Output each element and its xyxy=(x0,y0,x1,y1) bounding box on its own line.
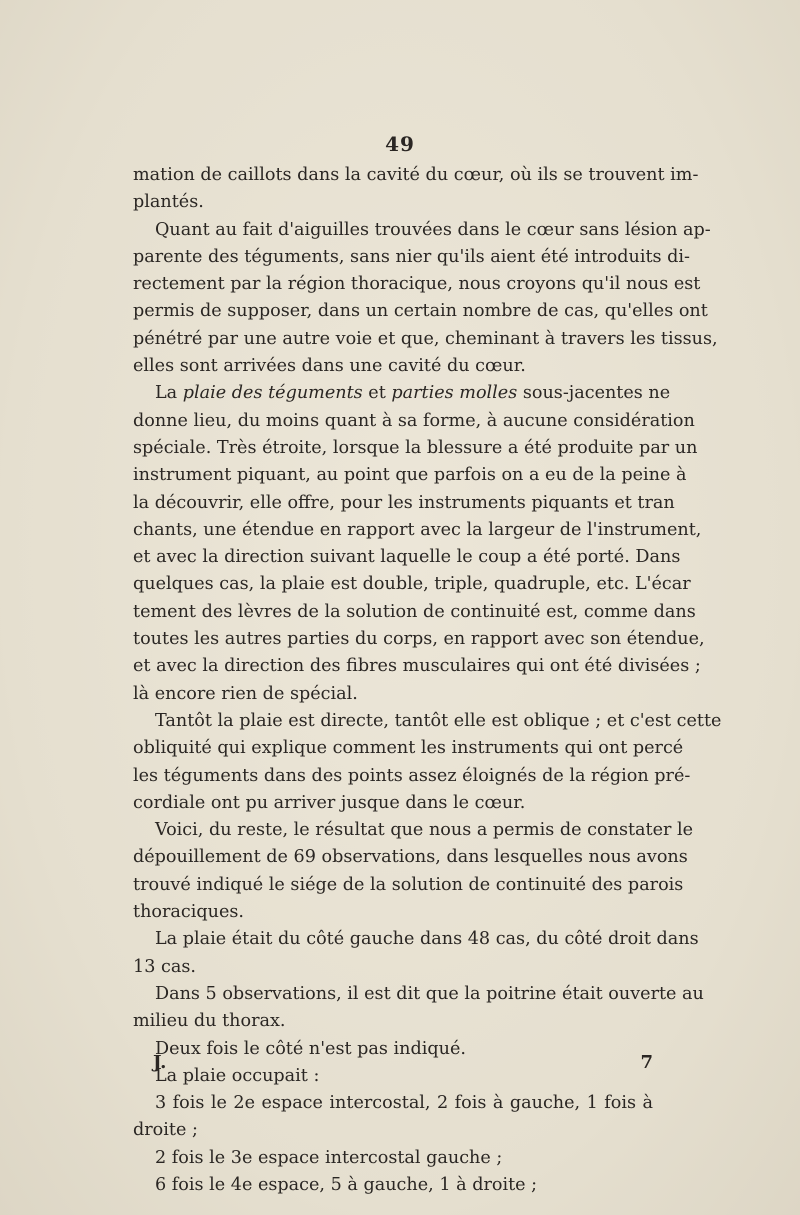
text-line: La plaie occupait : xyxy=(155,1065,320,1086)
text-fragment: sous-jacentes ne xyxy=(522,383,671,404)
text-line: et avec la direction des fibres musculaires qui ont été divisées ; xyxy=(133,656,701,677)
text-line-mixed xyxy=(133,380,671,407)
text-fragment: La xyxy=(155,383,178,404)
page-body-text xyxy=(133,162,722,1199)
italic-fragment: des téguments xyxy=(231,383,363,404)
text-line: là encore rien de spécial. xyxy=(133,683,358,704)
text-line: permis de supposer, dans un certain nombre de cas, qu'elles ont xyxy=(133,301,708,322)
text-line: et avec la direction suivant laquelle le coup a été porté. Dans xyxy=(133,547,681,568)
text-line: instrument piquant, au point que parfois on a eu de la peine à xyxy=(133,465,687,486)
text-line: Tantôt la plaie est directe, tantôt elle est oblique ; et c'est cette xyxy=(155,710,722,731)
text-line: La plaie était du côté gauche dans 48 cas, du côté droit dans xyxy=(155,929,699,950)
text-line: chants, une étendue en rapport avec la largeur de l'instrument, xyxy=(133,519,702,540)
text-line: Dans 5 observations, il est dit que la poitrine était ouverte au xyxy=(155,983,704,1004)
text-line: elles sont arrivées dans une cavité du cœur. xyxy=(133,356,526,377)
text-line: thoraciques. xyxy=(133,902,245,923)
text-line: la découvrir, elle offre, pour les instruments piquants et tran xyxy=(133,492,675,513)
text-line: donne lieu, du moins quant à sa forme, à aucune considération xyxy=(133,410,695,431)
text-line: trouvé indiqué le siége de la solution de continuité des parois xyxy=(133,874,684,895)
text-line: Quant au fait d'aiguilles trouvées dans le cœur sans lésion ap- xyxy=(155,219,711,240)
text-line: 13 cas. xyxy=(133,956,196,977)
text-line: pénétré par une autre voie et que, cheminant à travers les tissus, xyxy=(133,328,718,349)
text-line: les téguments dans des points assez éloignés de la région pré- xyxy=(133,765,691,786)
text-line: plantés. xyxy=(133,192,204,213)
page-number: 49 xyxy=(385,132,415,156)
text-line: mation de caillots dans la cavité du cœur, où ils se trouvent im- xyxy=(133,165,699,185)
text-line: tement des lèvres de la solution de continuité est, comme dans xyxy=(133,601,696,622)
signature-mark: J. xyxy=(153,1052,167,1073)
italic-fragment: plaie xyxy=(182,383,227,404)
text-line: spéciale. Très étroite, lorsque la blessure a été produite par un xyxy=(133,437,698,458)
text-line: toutes les autres parties du corps, en rapport avec son étendue, xyxy=(133,629,705,650)
text-line: dépouillement de 69 observations, dans lesquelles nous avons xyxy=(133,847,688,868)
text-fragment: et xyxy=(368,383,386,404)
text-line: 3 fois le 2e espace intercostal, 2 fois à gauche, 1 fois à xyxy=(155,1093,653,1114)
italic-term: parties molles xyxy=(391,383,518,404)
text-line: milieu du thorax. xyxy=(133,1011,286,1032)
italic-term xyxy=(183,383,363,403)
text-line: cordiale ont pu arriver jusque dans le cœur. xyxy=(133,792,526,813)
sheet-number: 7 xyxy=(640,1052,653,1073)
text-line: parente des téguments, sans nier qu'ils aient été introduits di- xyxy=(133,246,690,267)
text-line: 6 fois le 4e espace, 5 à gauche, 1 à droite ; xyxy=(155,1174,538,1195)
text-line: droite ; xyxy=(133,1120,198,1141)
text-line: quelques cas, la plaie est double, triple, quadruple, etc. L'écar xyxy=(133,574,691,595)
text-line: Deux fois le côté n'est pas indiqué. xyxy=(155,1038,466,1059)
text-line: Voici, du reste, le résultat que nous a permis de constater le xyxy=(155,820,694,841)
text-line: obliquité qui explique comment les instruments qui ont percé xyxy=(133,738,684,759)
text-line: 2 fois le 3e espace intercostal gauche ; xyxy=(155,1147,503,1168)
text-line: rectement par la région thoracique, nous croyons qu'il nous est xyxy=(133,274,701,295)
